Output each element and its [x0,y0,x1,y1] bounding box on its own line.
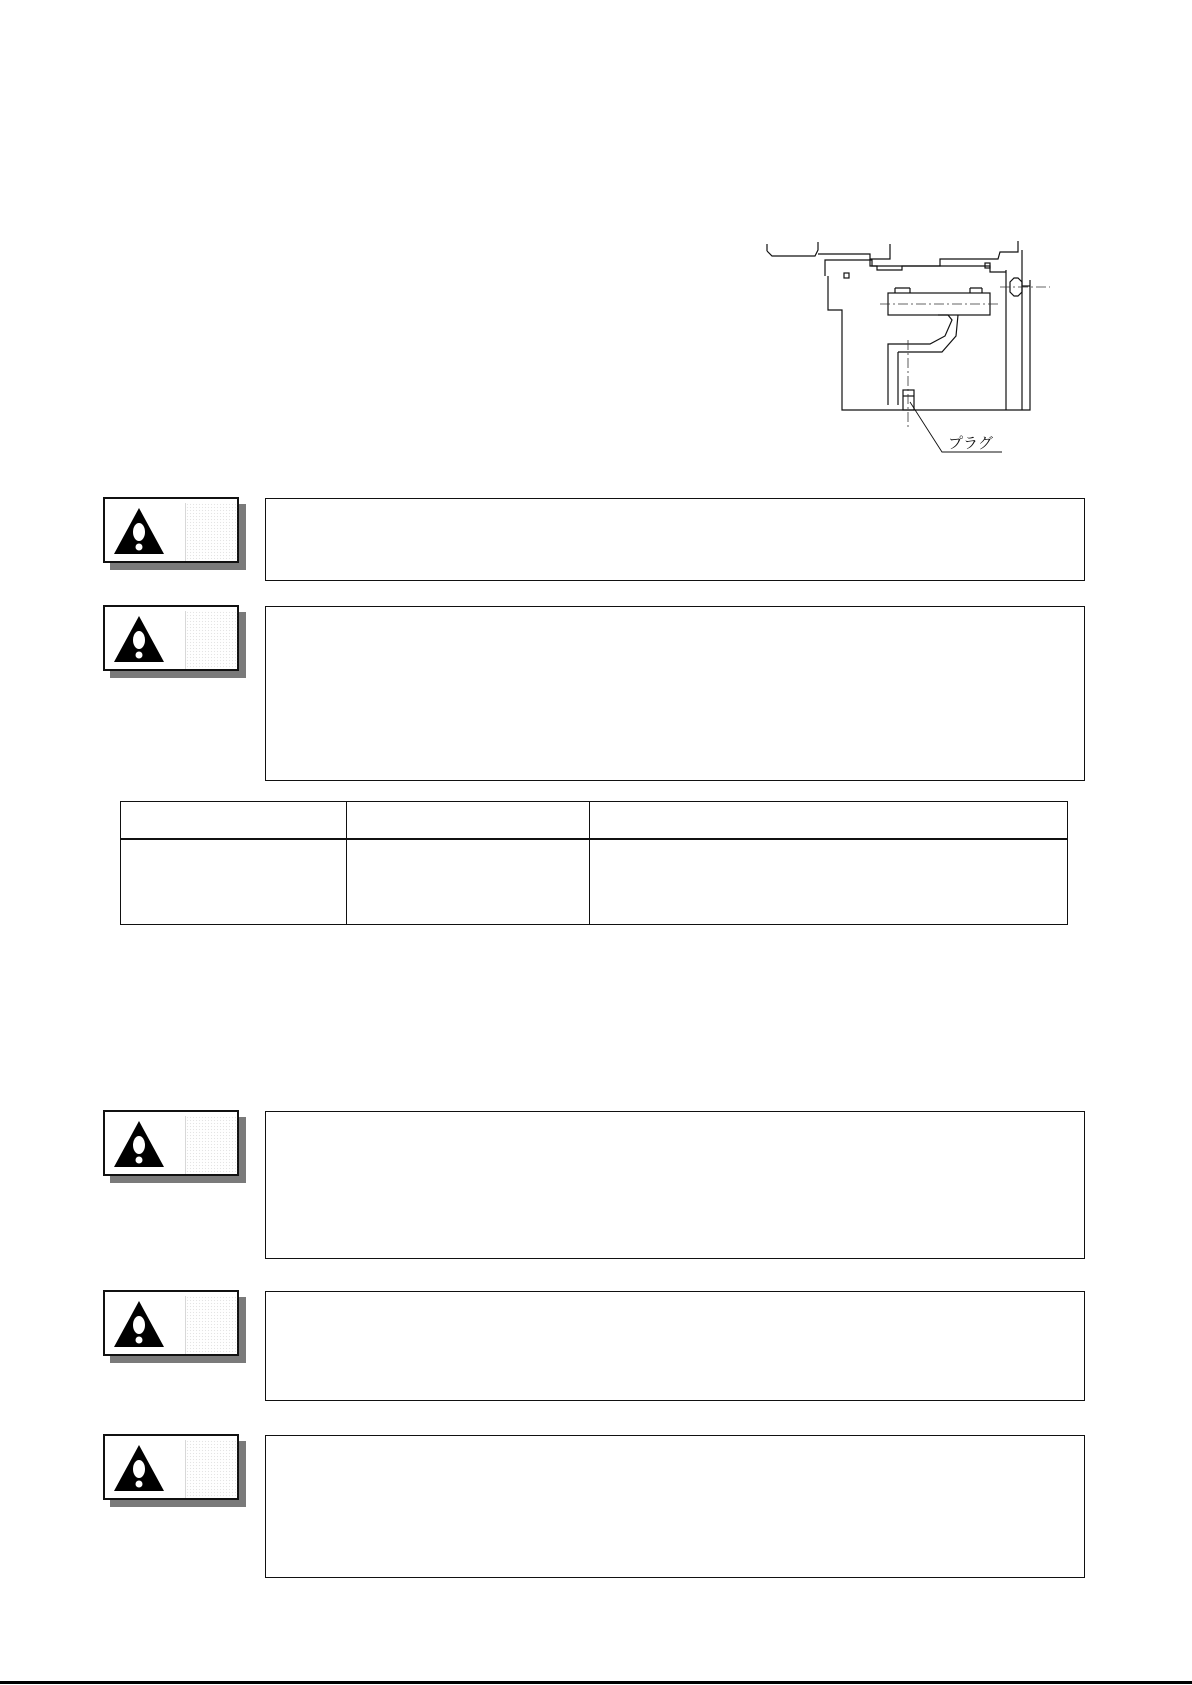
table-cell [347,839,590,925]
warning-badge [103,497,239,563]
warning-signal-area [185,503,238,561]
page-bottom-rule [0,1681,1192,1684]
warning-message-box [265,1111,1085,1259]
table-header-cell [121,802,347,840]
warning-signal-area [185,1116,238,1174]
plug-callout-label: プラグ [948,434,994,452]
table-cell [590,839,1068,925]
warning-badge [103,1290,239,1356]
table-row [121,839,1068,925]
warning-message-box [265,1291,1085,1401]
warning-message-box [265,606,1085,781]
warning-message-box [265,1435,1085,1578]
warning-triangle-icon [111,1297,167,1353]
plug-cross-section-diagram [760,240,1060,470]
warning-message-box [265,498,1085,581]
warning-signal-area [185,1440,238,1498]
table-header-cell [347,802,590,840]
table-header-cell [590,802,1068,840]
warning-signal-area [185,1296,238,1354]
warning-badge [103,1110,239,1176]
warning-badge [103,1434,239,1500]
warning-triangle-icon [111,1441,167,1497]
spec-table [120,801,1068,925]
table-header-row [121,802,1068,840]
warning-triangle-icon [111,612,167,668]
warning-triangle-icon [111,1117,167,1173]
warning-triangle-icon [111,504,167,560]
table-cell [121,839,347,925]
warning-signal-area [185,611,238,669]
warning-badge [103,605,239,671]
